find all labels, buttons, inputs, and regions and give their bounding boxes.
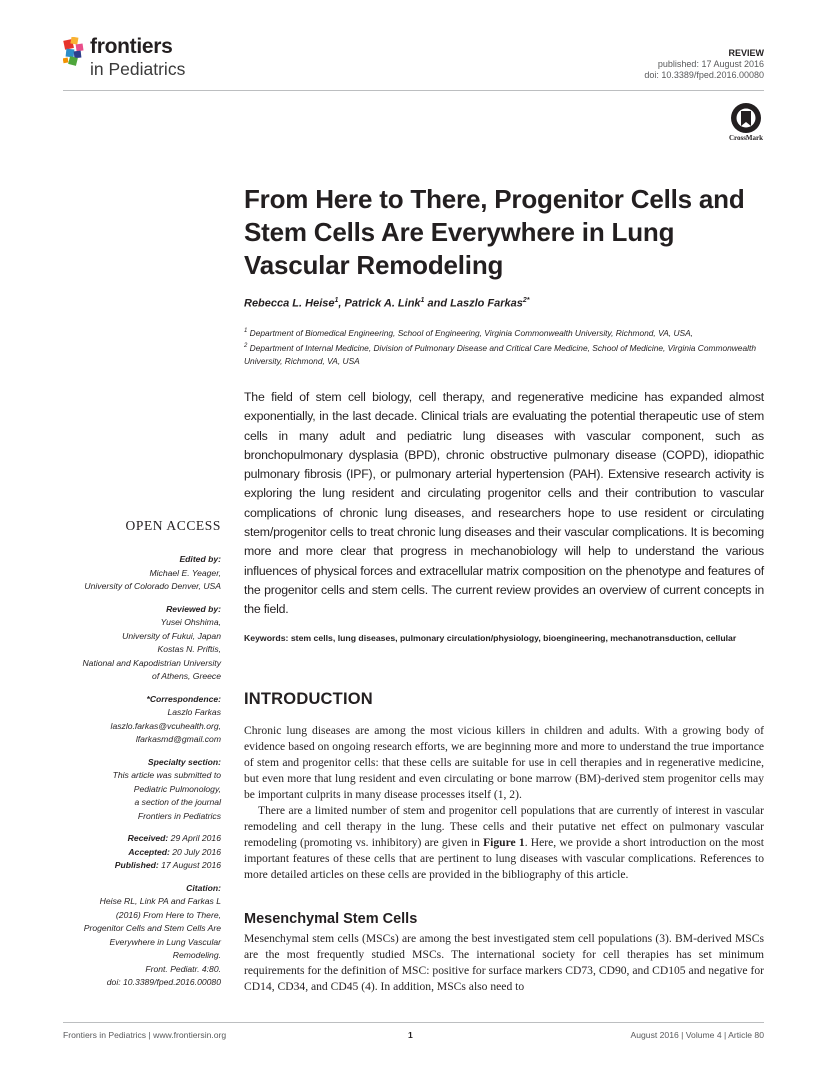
footer-separator: |: [146, 1030, 154, 1040]
paragraph-text: There are a limited number of stem and progenitor cell populations that are currently of interest in vascular remodeling and cell therapy in the lung. These cells and their putative net effect on pulmonary vascular remodeling (promoting vs. inhibitory) are given in: [244, 804, 764, 849]
citation-line: Everywhere in Lung Vascular: [109, 936, 221, 947]
date-published: [63, 859, 221, 873]
citation: [63, 882, 221, 990]
reviewer-line: University of Fukui, Japan: [122, 630, 221, 641]
affiliation-text: Department of Biomedical Engineering, School of Engineering, Virginia Commonwealth University, Richmond, VA, USA,: [249, 327, 693, 338]
specialty-line: a section of the journal: [134, 797, 221, 807]
article-doi[interactable]: doi: 10.3389/fped.2016.00080: [644, 70, 764, 80]
open-access-label: OPEN ACCESS: [125, 518, 221, 533]
article-sidebar: [63, 518, 221, 999]
correspondence-name: Laszlo Farkas: [167, 707, 221, 717]
footer-website[interactable]: www.frontiersin.org: [153, 1030, 227, 1040]
reviewer-line: Kostas N. Priftis,: [157, 644, 221, 654]
citation-line: Progenitor Cells and Stem Cells Are: [83, 923, 221, 933]
journal-logo[interactable]: [63, 37, 203, 83]
footer-volume: Volume 4: [685, 1030, 722, 1040]
author-affil-mark: 2*: [522, 297, 530, 304]
author-name[interactable]: Rebecca L. Heise: [244, 297, 335, 310]
reviewer-line: National and Kapodistrian University: [82, 657, 221, 668]
affiliation-number: 2: [244, 342, 248, 349]
affiliation-text: Department of Internal Medicine, Division of Pulmonary Disease and Critical Care Medicine, School of Medicine, Virginia Commonwealth University, Richmond, VA, USA: [244, 342, 756, 366]
affiliation-item: [244, 325, 769, 340]
reviewed-by-label: Reviewed by:: [166, 603, 221, 614]
footer-separator: |: [678, 1030, 686, 1040]
date-value: 20 July 2016: [172, 846, 221, 857]
logo-line1: frontiers: [90, 35, 173, 58]
keywords: [244, 632, 764, 645]
footer-journal: [63, 1030, 226, 1040]
date-label: Accepted:: [128, 846, 170, 857]
citation-line: (2016) From Here to There,: [115, 909, 221, 920]
affiliation-number: 1: [244, 328, 248, 334]
date-value: 17 August 2016: [161, 860, 221, 870]
msc-paragraph: Mesenchymal stem cells (MSCs) are among the best investigated stem cell populations (3). BM-derived MSCs are the most frequently studied MSCs. The international society for cell therapies has set minimum requirements for the definition of MSC: positive for surface markers CD73, CD90, and CD105 and negative for CD14, CD34, and CD45 (4). In addition, MSCs also need to: [244, 932, 764, 993]
footer-journal-name: Frontiers in Pediatrics: [63, 1030, 147, 1040]
frontiers-logo-icon: [63, 37, 90, 69]
edited-by: [63, 553, 221, 594]
citation-doi[interactable]: doi: 10.3389/fped.2016.00080: [106, 977, 221, 987]
correspondence-email[interactable]: lfarkasmd@gmail.com: [135, 734, 221, 744]
article-dates: [63, 832, 221, 873]
crossmark-icon: [730, 102, 762, 134]
logo-line2: in Pediatrics: [90, 59, 186, 79]
keywords-label: Keywords:: [244, 633, 289, 643]
correspondence-label: *Correspondence:: [146, 693, 221, 704]
date-label: Published:: [114, 860, 159, 870]
crossmark-label: CrossMark: [728, 134, 764, 142]
section-heading-introduction: INTRODUCTION: [244, 690, 373, 708]
reviewed-by: [63, 603, 221, 684]
author-list: [244, 297, 784, 310]
abstract: The field of stem cell biology, cell therapy, and regenerative medicine has expanded almost exponentially, in the last decade. Clinical trials are evaluating the potential therapeutic use of stem cells in many adult and pediatric lung diseases with vascular component, such as bronchopulmonary dysplasia (BPD), chronic obstructive pulmonary disease (COPD), idiopathic pulmonary fibrosis (IPF), or pulmonary arterial hypertension (PAH). Extensive research activity is exploring the lung resident and circulating progenitor cells and their contribution to vascular complications of chronic lung diseases, and researchers hope to use resident or circulating stem/progenitor cells to treat chronic lung diseases and their vascular complications. It is becoming more and more clear that progress in mechanobiology will help to understand the various influences of physical forces and extracellular matrix composition on the phenotype and features of the progenitor cells and stem cells. The current review provides an overview of current concepts in the field.: [244, 390, 764, 617]
author-name[interactable]: Patrick A. Link: [344, 297, 421, 310]
footer-date: August 2016: [630, 1030, 679, 1040]
citation-line: Front. Pediatr. 4:80.: [145, 963, 221, 974]
editor-line: Michael E. Yeager,: [149, 567, 221, 578]
citation-line: Remodeling.: [172, 950, 221, 960]
intro-paragraph-1: Chronic lung diseases are among the most vicious killers in children and adults. With a growing body of evidence based on ongoing research efforts, we are beginning more and more to understand the true importance of stem and progenitor cells: that these cells are suitable for use in cell therapies and in regenerative medicine, but even more that lung resident and even circulating or bone marrow (BM)-derived stem progenitor cells may be important culprits in many disease processes itself (1, 2).: [244, 724, 764, 801]
affiliations: [244, 325, 769, 368]
published-date: published: 17 August 2016: [657, 59, 764, 69]
subsection-heading-msc: Mesenchymal Stem Cells: [244, 911, 418, 927]
footer-article: Article 80: [728, 1030, 764, 1040]
date-label: Received:: [127, 833, 169, 843]
citation-line: Heise RL, Link PA and Farkas L: [99, 896, 221, 906]
paragraph-text: . Here, we provide a short introduction on the most important features of these cells that are pertinent to lung diseases with vascular complications. References to more detailed articles on these cells are provided in the bibliography of this article.: [244, 835, 765, 881]
reviewer-line: of Athens, Greece: [152, 671, 221, 681]
date-value: 29 April 2016: [170, 833, 221, 843]
footer-divider: [63, 1022, 764, 1023]
date-received: [63, 832, 221, 846]
correspondence-email[interactable]: laszlo.farkas@vcuhealth.org,: [110, 720, 221, 731]
editor-line: University of Colorado Denver, USA: [84, 581, 221, 591]
crossmark-badge[interactable]: [728, 102, 764, 146]
specialty-line: Frontiers in Pediatrics: [137, 810, 221, 821]
article-meta: [644, 47, 764, 81]
author-affil-mark: 1: [420, 297, 425, 304]
intro-paragraph-2: [244, 803, 764, 883]
reviewer-line: Yusei Ohshima,: [160, 617, 221, 627]
specialty-label: Specialty section:: [147, 756, 221, 767]
author-name[interactable]: Laszlo Farkas: [450, 297, 523, 310]
article-type: REVIEW: [728, 48, 764, 58]
page-number: 1: [408, 1030, 413, 1040]
footer-separator: |: [721, 1030, 729, 1040]
specialty-line: This article was submitted to: [112, 770, 221, 780]
author-separator: and: [424, 297, 451, 310]
specialty-section: [63, 756, 221, 824]
author-affil-mark: 1: [334, 297, 339, 304]
keywords-list: stem cells, lung diseases, pulmonary circulation/physiology, bioengineering, mechanotransduction, cellular: [290, 633, 737, 643]
date-accepted: [63, 846, 221, 860]
footer-issue: [631, 1030, 765, 1040]
article-title: From Here to There, Progenitor Cells and Stem Cells Are Everywhere in Lung Vascular Remodeling: [244, 184, 745, 280]
author-separator: ,: [338, 297, 345, 310]
specialty-line: Pediatric Pulmonology,: [133, 783, 221, 794]
correspondence: [63, 693, 221, 747]
affiliation-item: [244, 340, 769, 368]
citation-label: Citation:: [186, 882, 221, 893]
edited-by-label: Edited by:: [179, 554, 221, 564]
figure-link[interactable]: Figure 1: [483, 835, 525, 849]
header-divider: [63, 90, 764, 91]
